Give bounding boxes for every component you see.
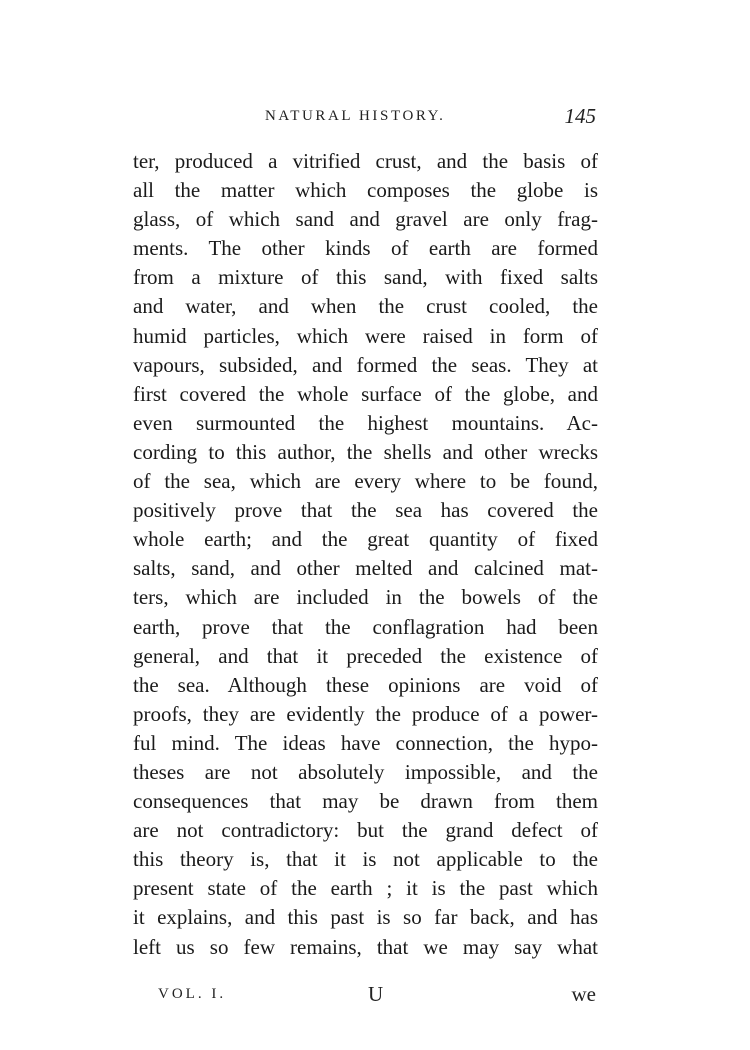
page-number: 145 [564,104,596,128]
text-line: the sea. Although these opinions are void of [133,672,598,697]
text-line: all the matter which composes the globe is [133,178,598,203]
running-head [133,104,598,132]
text-line: are not contradictory: but the grand defect of [133,818,598,843]
text-line: general, and that it preceded the existence of [133,643,598,668]
text-line: even surmounted the highest mountains. Ac- [133,410,598,435]
catchword: we [571,982,596,1006]
text-line: it explains, and this past is so far back, and has [133,905,598,930]
volume-mark: VOL. I. [158,986,227,1002]
text-line: glass, of which sand and gravel are only frag- [133,207,598,232]
page-footer [133,982,598,1012]
text-line: positively prove that the sea has covered the [133,498,598,523]
text-line: ter, produced a vitrified crust, and the basis of [133,149,598,173]
text-line: consequences that may be drawn from them [133,789,598,814]
text-line: ments. The other kinds of earth are formed [133,236,598,261]
text-line: cording to this author, the shells and other wrecks [133,439,598,464]
text-line: of the sea, which are every where to be found, [133,469,598,494]
text-line: ful mind. The ideas have connection, the hypo- [133,730,598,755]
text-line: this theory is, that it is not applicable to the [133,847,598,872]
running-title: NATURAL HISTORY. [265,108,446,124]
body-text [133,147,598,962]
text-line: salts, sand, and other melted and calcined mat- [133,556,598,581]
text-line: theses are not absolutely impossible, and the [133,759,598,784]
text-line: left us so few remains, that we may say what [133,934,598,959]
text-line: present state of the earth ; it is the past which [133,876,598,901]
text-line: first covered the whole surface of the globe, and [133,381,598,406]
text-line: from a mixture of this sand, with fixed salts [133,265,598,290]
text-line: whole earth; and the great quantity of fixed [133,527,598,552]
text-line: and water, and when the crust cooled, the [133,294,598,319]
text-line: earth, prove that the conflagration had been [133,614,598,639]
text-line: ters, which are included in the bowels of the [133,585,598,610]
text-line: humid particles, which were raised in form of [133,323,598,348]
text-line: vapours, subsided, and formed the seas. They at [133,352,598,377]
text-line: proofs, they are evidently the produce of a power- [133,701,598,726]
signature-mark: U [368,982,384,1006]
